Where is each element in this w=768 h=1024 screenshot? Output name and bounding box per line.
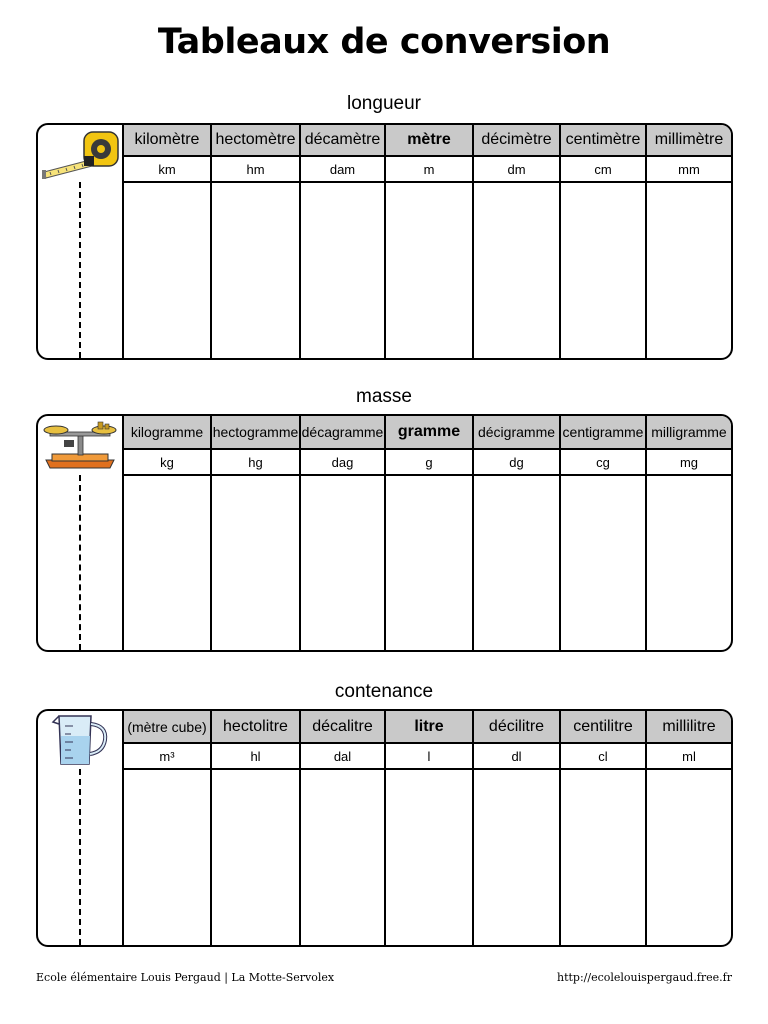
unit-abbr-cg: cg bbox=[560, 449, 646, 475]
blank-cell bbox=[300, 475, 385, 650]
dashed-divider bbox=[79, 769, 81, 945]
section-title-contenance: contenance bbox=[334, 681, 434, 702]
blank-cell bbox=[646, 769, 731, 945]
blank-cell bbox=[211, 182, 300, 358]
unit-abbr-mm: mm bbox=[646, 156, 731, 182]
dashed-divider bbox=[79, 182, 81, 358]
blank-cell bbox=[300, 769, 385, 945]
unit-abbr-kg: kg bbox=[123, 449, 211, 475]
unit-header-decametre: décamètre bbox=[300, 125, 385, 156]
unit-header-metre: mètre bbox=[385, 125, 473, 156]
unit-header-kilogramme: kilogramme bbox=[123, 416, 211, 449]
unit-abbr-hm: hm bbox=[211, 156, 300, 182]
unit-header-centilitre: centilitre bbox=[560, 711, 646, 743]
unit-abbr-km: km bbox=[123, 156, 211, 182]
unit-header-decimetre: décimètre bbox=[473, 125, 560, 156]
icon-cell bbox=[38, 711, 123, 769]
icon-cell bbox=[38, 416, 123, 475]
unit-abbr-hl: hl bbox=[211, 743, 300, 769]
blank-cell bbox=[123, 769, 211, 945]
unit-header-decagramme: décagramme bbox=[300, 416, 385, 449]
blank-cell bbox=[211, 475, 300, 650]
unit-abbr-m3: m³ bbox=[123, 743, 211, 769]
conversion-table-masse bbox=[36, 414, 733, 652]
section-title-masse: masse bbox=[356, 386, 412, 407]
conversion-table-contenance bbox=[36, 709, 733, 947]
blank-cell bbox=[385, 769, 473, 945]
unit-abbr-dam: dam bbox=[300, 156, 385, 182]
balance-scale-icon bbox=[38, 420, 122, 472]
measuring-tape-icon bbox=[38, 126, 122, 182]
dashed-divider bbox=[79, 475, 81, 650]
blank-cell bbox=[560, 182, 646, 358]
blank-cell bbox=[560, 769, 646, 945]
blank-cell bbox=[560, 475, 646, 650]
unit-header-hectogramme: hectogramme bbox=[211, 416, 300, 449]
unit-header-decalitre: décalitre bbox=[300, 711, 385, 743]
unit-header-millimetre: millimètre bbox=[646, 125, 731, 156]
unit-header-metre-cube: (mètre cube) bbox=[123, 711, 211, 743]
unit-header-litre: litre bbox=[385, 711, 473, 743]
blank-cell bbox=[123, 182, 211, 358]
unit-abbr-ml: ml bbox=[646, 743, 731, 769]
unit-header-hectometre: hectomètre bbox=[211, 125, 300, 156]
unit-abbr-g: g bbox=[385, 449, 473, 475]
split-column-cell bbox=[38, 475, 123, 650]
blank-cell bbox=[646, 475, 731, 650]
unit-header-hectolitre: hectolitre bbox=[211, 711, 300, 743]
unit-header-milligramme: milligramme bbox=[646, 416, 731, 449]
unit-abbr-dag: dag bbox=[300, 449, 385, 475]
unit-header-kilometre: kilomètre bbox=[123, 125, 211, 156]
blank-cell bbox=[385, 182, 473, 358]
unit-abbr-dal: dal bbox=[300, 743, 385, 769]
footer-website-link[interactable]: http://ecolelouispergaud.free.fr bbox=[556, 971, 732, 984]
split-column-cell bbox=[38, 182, 123, 358]
split-column-cell bbox=[38, 769, 123, 945]
unit-header-decilitre: décilitre bbox=[473, 711, 560, 743]
unit-abbr-dl: dl bbox=[473, 743, 560, 769]
section-title-longueur: longueur bbox=[347, 93, 421, 114]
unit-abbr-m: m bbox=[385, 156, 473, 182]
blank-cell bbox=[473, 475, 560, 650]
unit-header-millilitre: millilitre bbox=[646, 711, 731, 743]
unit-header-centimetre: centimètre bbox=[560, 125, 646, 156]
unit-abbr-cl: cl bbox=[560, 743, 646, 769]
unit-header-gramme: gramme bbox=[385, 416, 473, 449]
unit-abbr-mg: mg bbox=[646, 449, 731, 475]
unit-abbr-dm: dm bbox=[473, 156, 560, 182]
unit-abbr-dg: dg bbox=[473, 449, 560, 475]
icon-cell bbox=[38, 125, 123, 182]
unit-header-decigramme: décigramme bbox=[473, 416, 560, 449]
measuring-cup-icon bbox=[38, 712, 122, 768]
unit-abbr-l: l bbox=[385, 743, 473, 769]
unit-abbr-hg: hg bbox=[211, 449, 300, 475]
blank-cell bbox=[473, 182, 560, 358]
blank-cell bbox=[646, 182, 731, 358]
blank-cell bbox=[123, 475, 211, 650]
conversion-table-longueur bbox=[36, 123, 733, 360]
unit-header-centigramme: centigramme bbox=[560, 416, 646, 449]
blank-cell bbox=[300, 182, 385, 358]
blank-cell bbox=[385, 475, 473, 650]
blank-cell bbox=[211, 769, 300, 945]
unit-abbr-cm: cm bbox=[560, 156, 646, 182]
page-title: Tableaux de conversion bbox=[157, 22, 611, 62]
footer-school-name: Ecole élémentaire Louis Pergaud | La Motte-Servolex bbox=[36, 971, 335, 984]
blank-cell bbox=[473, 769, 560, 945]
